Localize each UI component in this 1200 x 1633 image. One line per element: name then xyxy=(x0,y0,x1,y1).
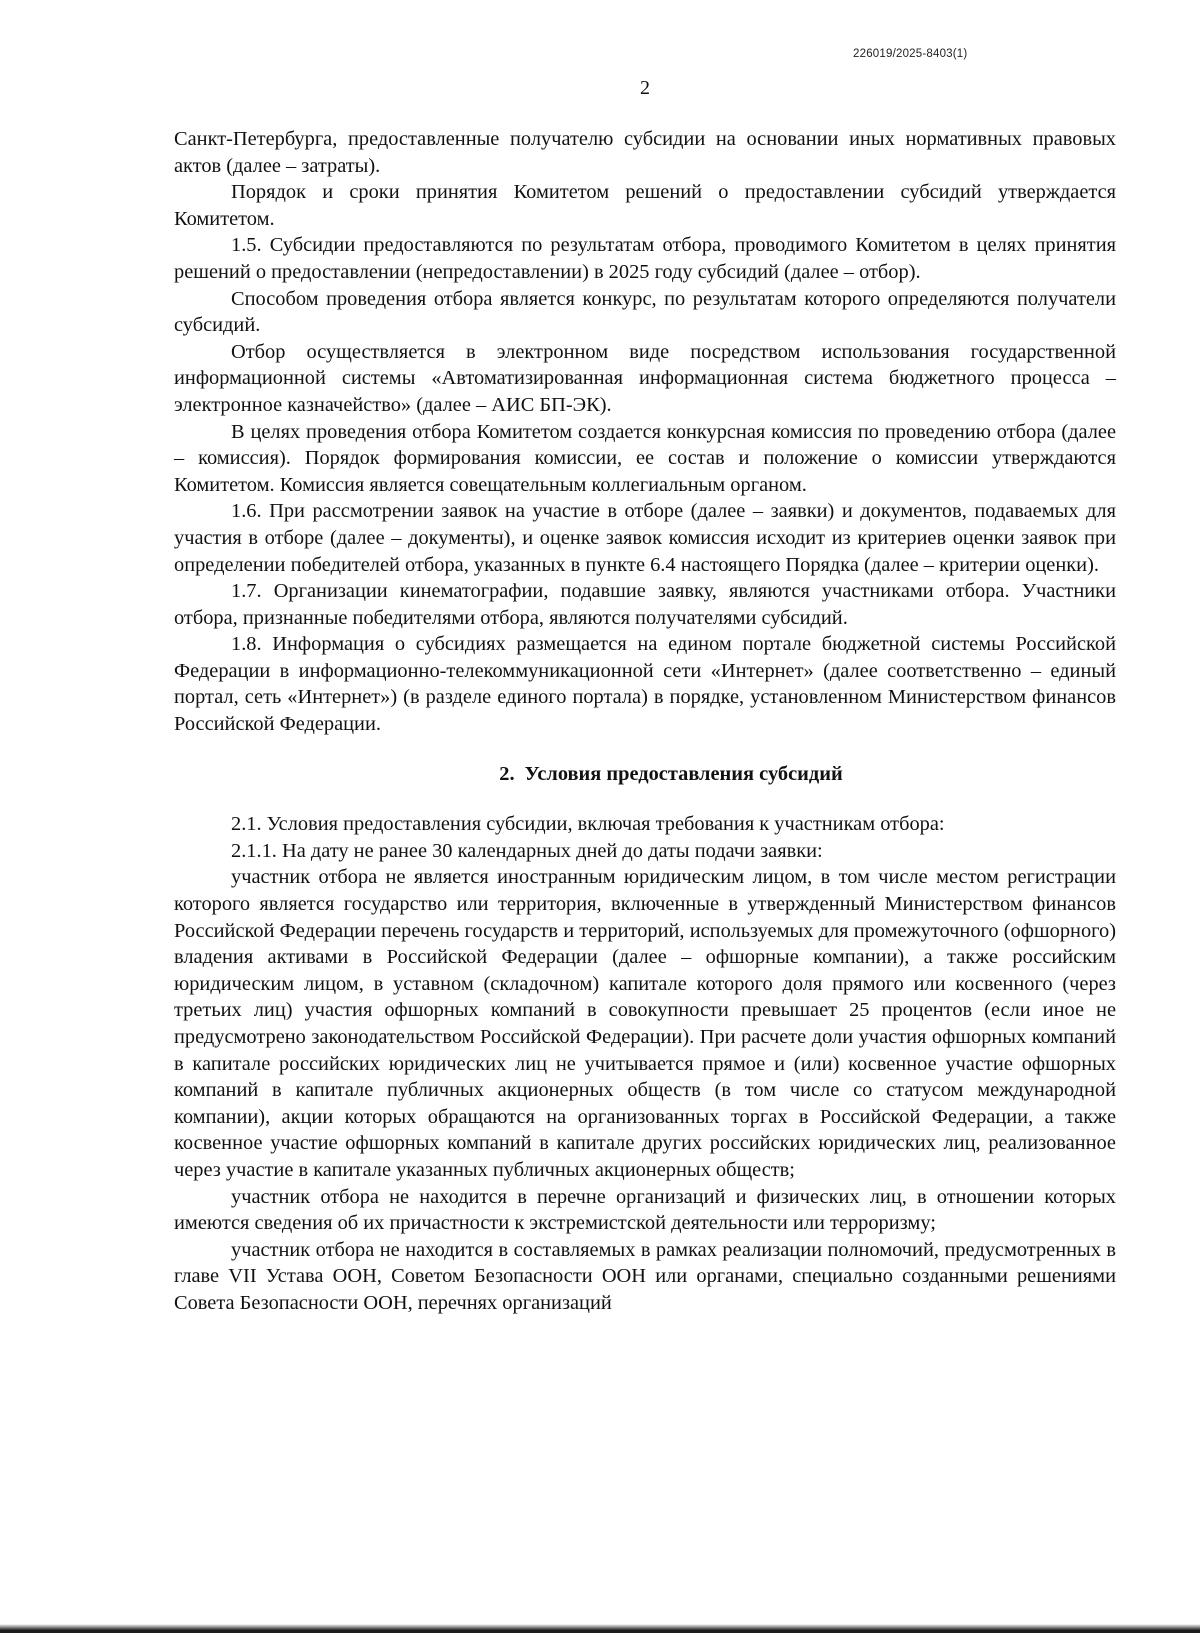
paragraph: Способом проведения отбора является конкурс, по результатам которого определяются получатели субсидий. xyxy=(174,287,1116,337)
paragraph: Санкт-Петербурга, предоставленные получателю субсидии на основании иных нормативных правовых актов (далее – затраты). xyxy=(174,128,1116,177)
section-title: Условия предоставления субсидий xyxy=(524,762,843,785)
paragraph: участник отбора не находится в перечне организаций и физических лиц, в отношении которых имеются сведения об их причастности к экстремистской деятельности или терроризму; xyxy=(174,1185,1116,1235)
document-reference-number: 226019/2025-8403(1) xyxy=(853,48,968,60)
paragraph: 1.5. Субсидии предоставляются по результатам отбора, проводимого Комитетом в целях принятия решений о предоставлении (непредоставлении) в 2025 году субсидий (далее – отбор). xyxy=(174,234,1116,283)
paragraph: Отбор осуществляется в электронном виде посредством использования государственной информационной системы «Автоматизированная информационная система бюджетного процесса – электронное казначейство» (далее – АИС БП-ЭК). xyxy=(174,340,1116,416)
paragraph: 2.1.1. На дату не ранее 30 календарных дней до даты подачи заявки: xyxy=(231,839,823,862)
section-number: 2. xyxy=(499,762,515,785)
paragraph: 2.1. Условия предоставления субсидии, включая требования к участникам отбора: xyxy=(231,813,945,836)
paragraph: 1.8. Информация о субсидиях размещается на едином портале бюджетной системы Российской Федерации в информационно-телекоммуникационной сети «Интернет» (далее соответственно – единый портал, сеть «Интернет») (в разделе единого портала) в порядке, установленном Министерством финансов Российской Федерации. xyxy=(174,633,1116,736)
paragraph: Порядок и сроки принятия Комитетом решений о предоставлении субсидий утверждается Комитетом. xyxy=(174,181,1116,230)
paragraph: участник отбора не является иностранным юридическим лицом, в том числе местом регистрации которого является государство или территория, включенные в утвержденный Министерством финансов Российской Федерации перечень государств и территорий, используемых для промежуточного (офшорного) владения активами в Российской Федерации (далее – офшорные компании), а также российским юридическим лицом, в уставном (складочном) капитале которого доля прямого или косвенного (через третьих лиц) участия офшорных компаний в совокупности превышает 25 процентов (если иное не предусмотрено законодательством Российской Федерации). При расчете доли участия офшорных компаний в капитале российских юридических лиц не учитывается прямое и (или) косвенное участие офшорных компаний в капитале публичных акционерных обществ (в том числе со статусом международной компании), акции которых обращаются на организованных торгах в Российской Федерации, а также косвенное участие офшорных компаний в капитале других российских юридических лиц, реализованное через участие в капитале указанных публичных акционерных обществ; xyxy=(174,866,1116,1181)
paragraph: участник отбора не находится в составляемых в рамках реализации полномочий, предусмотренных в главе VII Устава ООН, Советом Безопасности ООН или органами, специально созданными решениями Совета Безопасности ООН, перечнях организаций xyxy=(174,1238,1116,1314)
paragraph: 1.6. При рассмотрении заявок на участие в отборе (далее – заявки) и документов, подаваемых для участия в отборе (далее – документы), и оценке заявок комиссия исходит из критериев оценки заявок при определении победителей отбора, указанных в пункте 6.4 настоящего Порядка (далее – критерии оценки). xyxy=(174,500,1116,576)
section-heading xyxy=(174,761,1116,788)
paragraph: 1.7. Организации кинематографии, подавшие заявку, являются участниками отбора. Участники отбора, признанные победителями отбора, являются получателями субсидий. xyxy=(174,580,1116,629)
document-body xyxy=(174,126,1116,1317)
scan-bottom-edge xyxy=(0,1624,1200,1633)
paragraph: В целях проведения отбора Комитетом создается конкурсная комиссия по проведению отбора (далее – комиссия). Порядок формирования комиссии, ее состав и положение о комиссии утверждаются Комитетом. Комиссия является совещательным коллегиальным органом. xyxy=(174,420,1116,496)
page-number: 2 xyxy=(640,77,650,99)
